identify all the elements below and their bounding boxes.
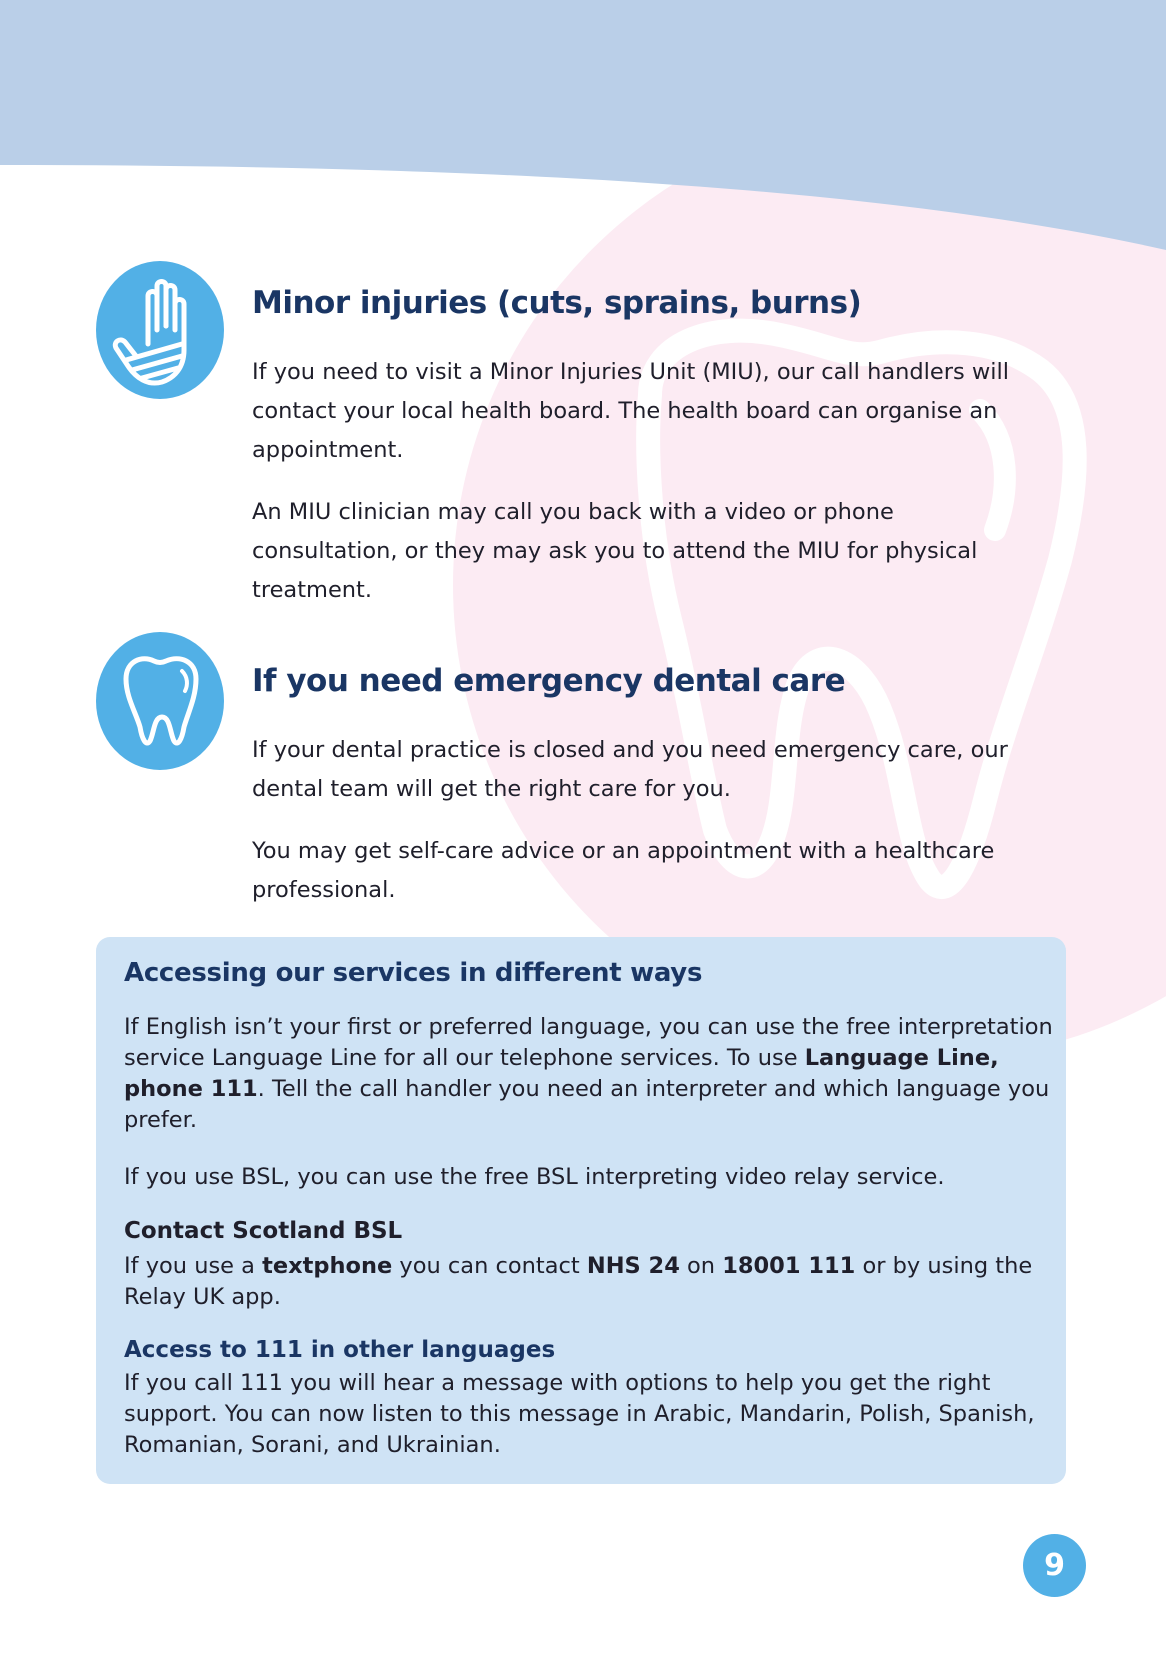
dental-care-title: If you need emergency dental care (252, 663, 846, 699)
cs-text-2: you can contact (392, 1253, 587, 1279)
minor-injuries-paragraph-2: An MIU clinician may call you back with a video or phone consultation, or they may ask you to attend the MIU for physical treatment. (252, 499, 978, 603)
page-number-badge: 9 (1023, 1534, 1086, 1597)
cs-text-4: or by using the Relay UK app. (124, 1253, 1033, 1310)
bandaged-hand-icon (96, 260, 224, 400)
contact-scotland-title: Contact Scotland BSL (124, 1218, 403, 1244)
language-line-paragraph (124, 1012, 1054, 1136)
cs-textphone: textphone (262, 1253, 393, 1279)
dental-paragraph-2: You may get self-care advice or an appointment with a healthcare professional. (252, 838, 995, 903)
cs-nhs24: NHS 24 (586, 1253, 680, 1279)
other-languages-paragraph: If you call 111 you will hear a message with options to help you get the right support. You can now listen to this message in Arabic, Mandarin, Polish, Spanish, Romanian, Sorani, and Ukrainian. (124, 1370, 1035, 1458)
accessing-services-title: Accessing our services in different ways (124, 958, 703, 988)
cs-number: 18001 111 (722, 1253, 856, 1279)
header-wave (0, 0, 1166, 250)
other-languages-title: Access to 111 in other languages (124, 1337, 556, 1363)
cs-text-1: If you use a (124, 1253, 263, 1279)
cs-text-3: on (679, 1253, 723, 1279)
language-line-intro: If English isn’t your first or preferred language, you can use the free interpretation service Language Line for all our telephone services. To use (124, 1014, 1053, 1071)
minor-injuries-paragraph-1: If you need to visit a Minor Injuries Unit (MIU), our call handlers will contact your local health board. The health board can organise an appointment. (252, 359, 1010, 463)
accessing-services-box (96, 937, 1066, 1484)
language-line-outro: . Tell the call handler you need an interpreter and which language you prefer. (124, 1076, 1050, 1133)
bsl-paragraph: If you use BSL, you can use the free BSL interpreting video relay service. (124, 1164, 945, 1190)
contact-scotland-paragraph (124, 1251, 1054, 1313)
language-line-phone: Language Line, phone 111 (124, 1045, 999, 1102)
minor-injuries-title: Minor injuries (cuts, sprains, burns) (252, 285, 862, 321)
tooth-icon (96, 631, 224, 771)
dental-paragraph-1: If your dental practice is closed and you need emergency care, our dental team will get the right care for you. (252, 737, 1008, 802)
